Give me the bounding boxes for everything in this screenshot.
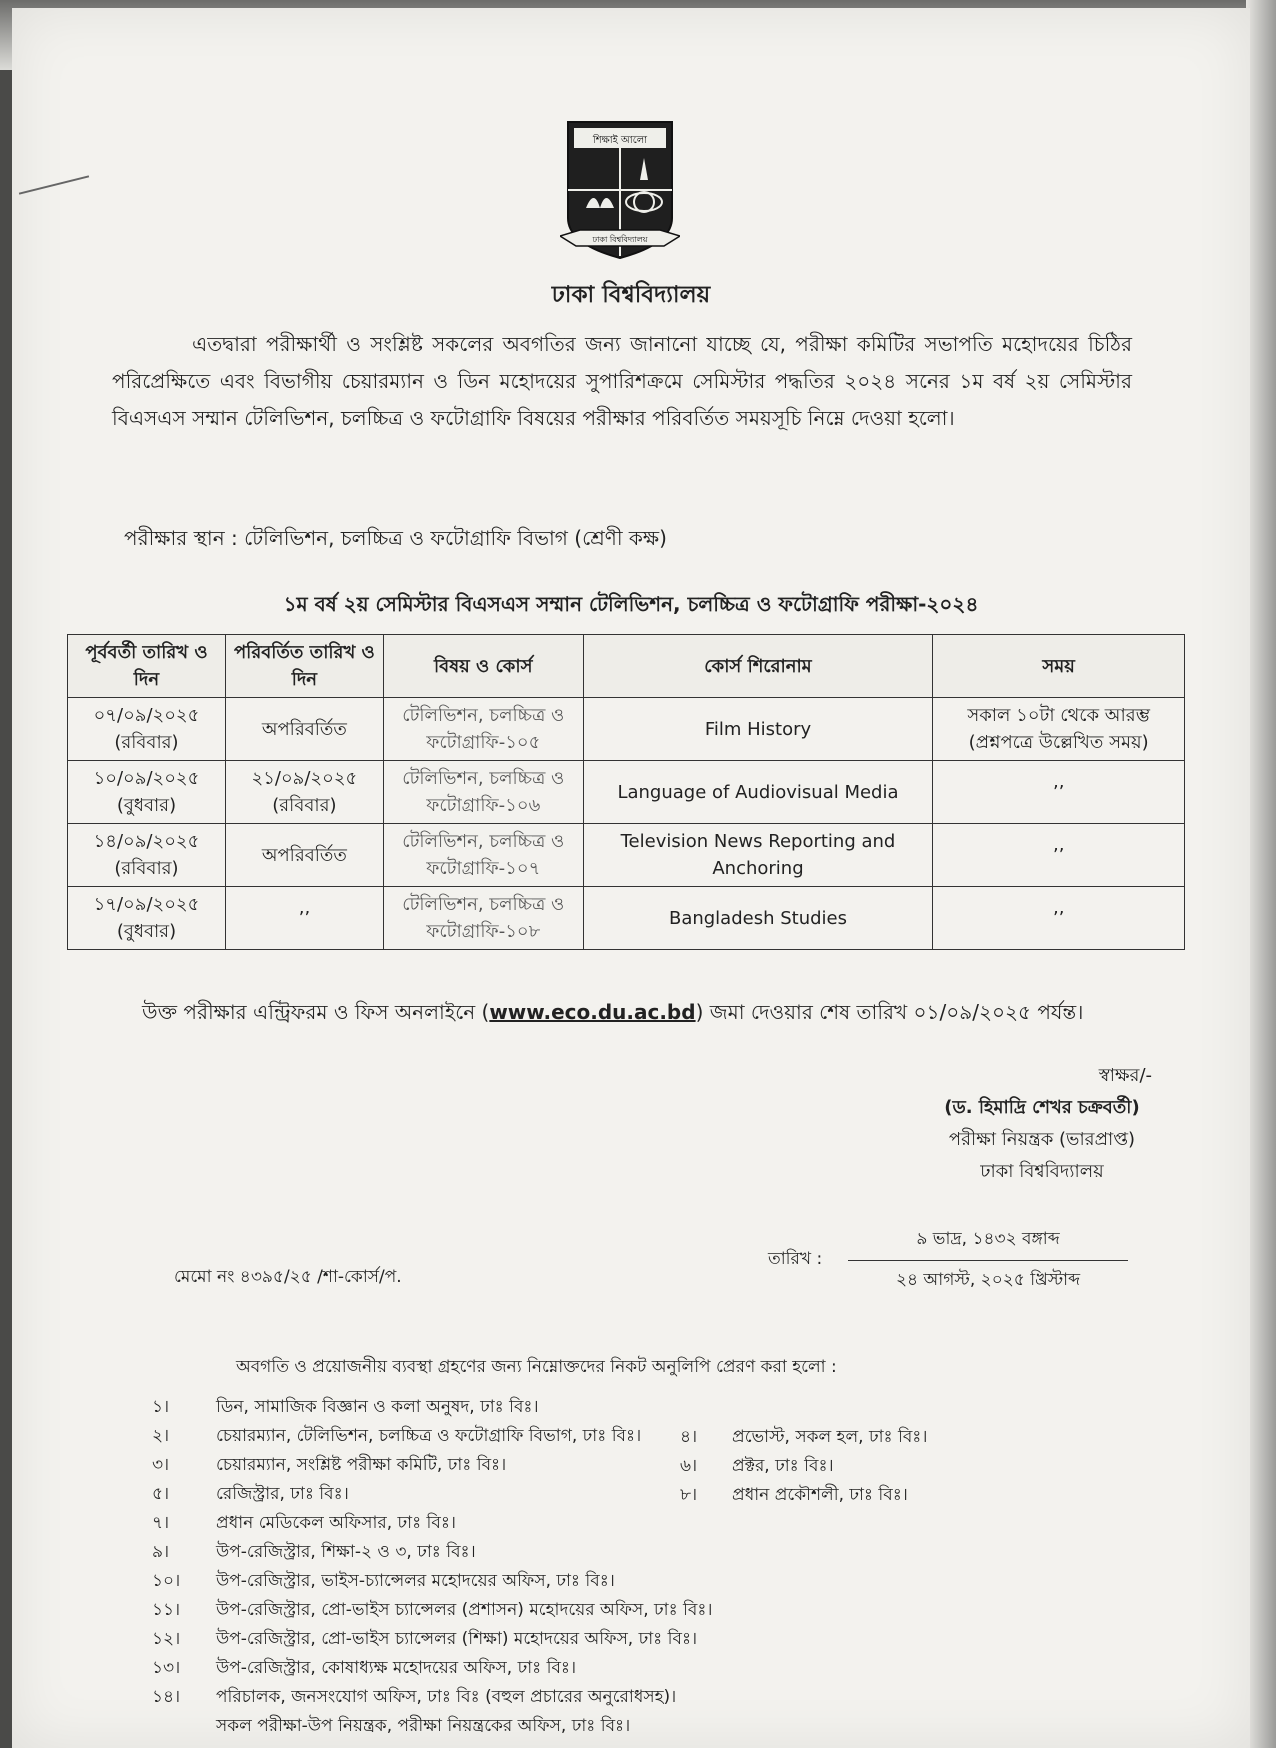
entry-deadline <box>142 994 1122 1030</box>
prev-date-cell <box>68 824 226 887</box>
item-text: উপ-রেজিস্ট্রার, প্রো-ভাইস চ্যান্সেলর (শিক্ষা) মহোদয়ের অফিস, ঢাঃ বিঃ। <box>216 1629 698 1649</box>
logo-motto: শিক্ষাই আলো <box>592 135 648 146</box>
course-code-cell: টেলিভিশন, চলচ্চিত্র ও ফটোগ্রাফি-১০৫ <box>383 698 583 761</box>
table-row <box>68 824 1185 887</box>
list-item <box>680 1484 1000 1513</box>
signatory-name: (ড. হিমাদ্রি শেখর চক্রবর্তী) <box>944 1097 1140 1118</box>
item-text: চেয়ারম্যান, সংশ্লিষ্ট পরীক্ষা কমিটি, ঢাঃ বিঃ। <box>216 1455 507 1475</box>
new-date: অপরিবর্তিত <box>261 718 347 740</box>
cc-list-left <box>152 1396 772 1744</box>
course-title-cell: Film History <box>583 698 933 761</box>
time-cell: ’’ <box>933 824 1185 887</box>
list-item <box>680 1426 1000 1455</box>
item-text: সকল পরীক্ষা-উপ নিয়ন্ত্রক, পরীক্ষা নিয়ন্ত্রকের অফিস, ঢাঃ বিঃ। <box>216 1716 631 1736</box>
prev-date: ১৭/০৯/২০২৫ <box>93 894 200 915</box>
notice-paragraph: এতদ্বারা পরীক্ষার্থী ও সংশ্লিষ্ট সকলের অবগতির জন্য জানানো যাচ্ছে যে, পরীক্ষা কমিটির সভাপতি মহোদয়ের চিঠির পরিপ্রেক্ষিতে এবং বিভাগীয় চেয়ারম্যান ও ডিন মহোদয়ের সুপারিশক্রমে সেমিস্টার পদ্ধতির ২০২৪ সনের ১ম বর্ষ ২য় সেমিস্টার বিএসএস সম্মান টেলিভিশন, চলচ্চিত্র ও ফটোগ্রাফি বিষয়ের পরীক্ষার পরিবর্তিত সময়সূচি নিম্নে দেওয়া হলো। <box>112 332 1132 430</box>
list-item <box>152 1454 772 1483</box>
item-text: উপ-রেজিস্ট্রার, ভাইস-চ্যান্সেলর মহোদয়ের অফিস, ঢাঃ বিঃ। <box>216 1571 615 1591</box>
list-item <box>152 1396 772 1425</box>
item-number: ১৩। <box>152 1658 181 1678</box>
item-number: ৫। <box>152 1484 170 1504</box>
item-text: প্রধান প্রকৌশলী, ঢাঃ বিঃ। <box>732 1485 908 1505</box>
item-number: ১০। <box>152 1571 181 1591</box>
list-item <box>152 1541 772 1570</box>
date-gregorian: ২৪ আগস্ট, ২০২৫ খ্রিস্টাব্দ <box>895 1270 1081 1290</box>
time-cell: সকাল ১০টা থেকে আরম্ভ (প্রশ্নপত্রে উল্লেখিত সময়) <box>933 698 1185 761</box>
signature-mark: স্বাক্ষর/- <box>1098 1065 1152 1086</box>
list-item <box>152 1715 772 1744</box>
course-title-cell: Language of Audiovisual Media <box>583 761 933 824</box>
new-date-cell <box>225 887 383 950</box>
header-course-code: বিষয় ও কোর্স <box>383 635 583 698</box>
cc-intro: অবগতি ও প্রয়োজনীয় ব্যবস্থা গ্রহণের জন্য নিম্নোক্তদের নিকট অনুলিপি প্রেরণ করা হলো : <box>236 1357 837 1377</box>
list-item <box>152 1483 772 1512</box>
header-prev-date: পূর্ববর্তী তারিখ ও দিন <box>68 635 226 698</box>
date-bangla: ৯ ভাদ্র, ১৪৩২ বঙ্গাব্দ <box>848 1226 1128 1261</box>
item-text: ডিন, সামাজিক বিজ্ঞান ও কলা অনুষদ, ঢাঃ বিঃ। <box>216 1397 539 1417</box>
header-new-date: পরিবর্তিত তারিখ ও দিন <box>225 635 383 698</box>
prev-date-cell <box>68 887 226 950</box>
prev-day: (বুধবার) <box>116 921 177 942</box>
table-row <box>68 761 1185 824</box>
list-item <box>152 1512 772 1541</box>
new-day: (রবিবার) <box>272 795 337 816</box>
list-item <box>680 1455 1000 1484</box>
item-number: ৪। <box>680 1427 698 1447</box>
notice-page <box>12 8 1250 1748</box>
item-number: ৭। <box>152 1513 170 1533</box>
item-number: ৩। <box>152 1455 170 1475</box>
item-text: প্রভোস্ট, সকল হল, ঢাঃ বিঃ। <box>732 1427 928 1447</box>
university-name: ঢাকা বিশ্ববিদ্যালয় <box>551 282 711 308</box>
list-item <box>152 1657 772 1686</box>
prev-date: ১৪/০৯/২০২৫ <box>93 831 200 852</box>
item-number: ১৪। <box>152 1687 181 1707</box>
course-code-cell: টেলিভিশন, চলচ্চিত্র ও ফটোগ্রাফি-১০৮ <box>383 887 583 950</box>
list-item <box>152 1686 772 1715</box>
memo-date <box>848 1226 1128 1295</box>
logo-banner: ঢাকা বিশ্ববিদ্যালয় <box>592 235 648 244</box>
new-date: ২১/০৯/২০২৫ <box>251 768 358 789</box>
deadline-text-after: ) জমা দেওয়ার শেষ তারিখ ০১/০৯/২০২৫ পর্যন্ত। <box>695 1000 1084 1024</box>
list-item <box>152 1570 772 1599</box>
header-course-title: কোর্স শিরোনাম <box>583 635 933 698</box>
prev-date-cell <box>68 698 226 761</box>
prev-day: (বুধবার) <box>116 795 177 816</box>
new-date-cell <box>225 824 383 887</box>
list-item <box>152 1425 772 1454</box>
time-cell: ’’ <box>933 761 1185 824</box>
item-number: ১। <box>152 1397 170 1417</box>
item-text: উপ-রেজিস্ট্রার, শিক্ষা-২ ও ৩, ঢাঃ বিঃ। <box>216 1542 476 1562</box>
table-header-row <box>68 635 1185 698</box>
eco-website-link[interactable]: www.eco.du.ac.bd <box>489 1000 696 1024</box>
new-date-cell <box>225 761 383 824</box>
header-time: সময় <box>933 635 1185 698</box>
deadline-text-before: উক্ত পরীক্ষার এন্ট্রিফরম ও ফিস অনলাইনে ( <box>142 1000 490 1024</box>
item-number: ৯। <box>152 1542 170 1562</box>
item-text: প্রধান মেডিকেল অফিসার, ঢাঃ বিঃ। <box>216 1513 457 1533</box>
pen-mark <box>19 175 89 194</box>
memo-number: মেমো নং ৪৩৯৫/২৫ /শা-কোর্স/প. <box>174 1267 402 1287</box>
list-item <box>152 1628 772 1657</box>
university-logo <box>560 118 680 268</box>
item-text: চেয়ারম্যান, টেলিভিশন, চলচ্চিত্র ও ফটোগ্রাফি বিভাগ, ঢাঃ বিঃ। <box>216 1426 642 1446</box>
item-number: ৬। <box>680 1456 698 1476</box>
exam-venue: পরীক্ষার স্থান : টেলিভিশন, চলচ্চিত্র ও ফটোগ্রাফি বিভাগ (শ্রেণী কক্ষ) <box>124 526 667 550</box>
new-date-cell <box>225 698 383 761</box>
new-date: অপরিবর্তিত <box>261 844 347 866</box>
item-number: ৮। <box>680 1485 698 1505</box>
item-number: ১২। <box>152 1629 181 1649</box>
background-right <box>1246 0 1276 1748</box>
prev-day: (রবিবার) <box>114 732 179 753</box>
date-label: তারিখ : <box>768 1249 823 1269</box>
new-date: ’’ <box>298 907 311 929</box>
item-number: ১১। <box>152 1600 181 1620</box>
prev-date: ০৭/০৯/২০২৫ <box>93 705 200 726</box>
table-title: ১ম বর্ষ ২য় সেমিস্টার বিএসএস সম্মান টেলিভিশন, চলচ্চিত্র ও ফটোগ্রাফি পরীক্ষা-২০২৪ <box>283 592 979 616</box>
item-text: রেজিস্ট্রার, ঢাঃ বিঃ। <box>216 1484 349 1504</box>
item-text: উপ-রেজিস্ট্রার, প্রো-ভাইস চ্যান্সেলর (প্রশাসন) মহোদয়ের অফিস, ঢাঃ বিঃ। <box>216 1600 713 1620</box>
time-cell: ’’ <box>933 887 1185 950</box>
list-item <box>152 1599 772 1628</box>
item-text: পরিচালক, জনসংযোগ অফিস, ঢাঃ বিঃ (বহুল প্রচারের অনুরোধসহ)। <box>216 1687 677 1707</box>
course-title-cell: Bangladesh Studies <box>583 887 933 950</box>
item-number: ২। <box>152 1426 170 1446</box>
exam-schedule-table <box>67 634 1185 950</box>
signatory-org: ঢাকা বিশ্ববিদ্যালয় <box>980 1161 1104 1182</box>
prev-day: (রবিবার) <box>114 858 179 879</box>
table-row <box>68 887 1185 950</box>
course-code-cell: টেলিভিশন, চলচ্চিত্র ও ফটোগ্রাফি-১০৬ <box>383 761 583 824</box>
course-title-cell: Television News Reporting and Anchoring <box>583 824 933 887</box>
prev-date-cell <box>68 761 226 824</box>
item-text: উপ-রেজিস্ট্রার, কোষাধ্যক্ষ মহোদয়ের অফিস, ঢাঃ বিঃ। <box>216 1658 577 1678</box>
signatory-title: পরীক্ষা নিয়ন্ত্রক (ভারপ্রাপ্ত) <box>948 1129 1136 1150</box>
prev-date: ১০/০৯/২০২৫ <box>93 768 200 789</box>
signature-block <box>912 1060 1172 1188</box>
table-row <box>68 698 1185 761</box>
course-code-cell: টেলিভিশন, চলচ্চিত্র ও ফটোগ্রাফি-১০৭ <box>383 824 583 887</box>
item-text: প্রক্টর, ঢাঃ বিঃ। <box>732 1456 834 1476</box>
cc-list-right <box>680 1426 1000 1513</box>
